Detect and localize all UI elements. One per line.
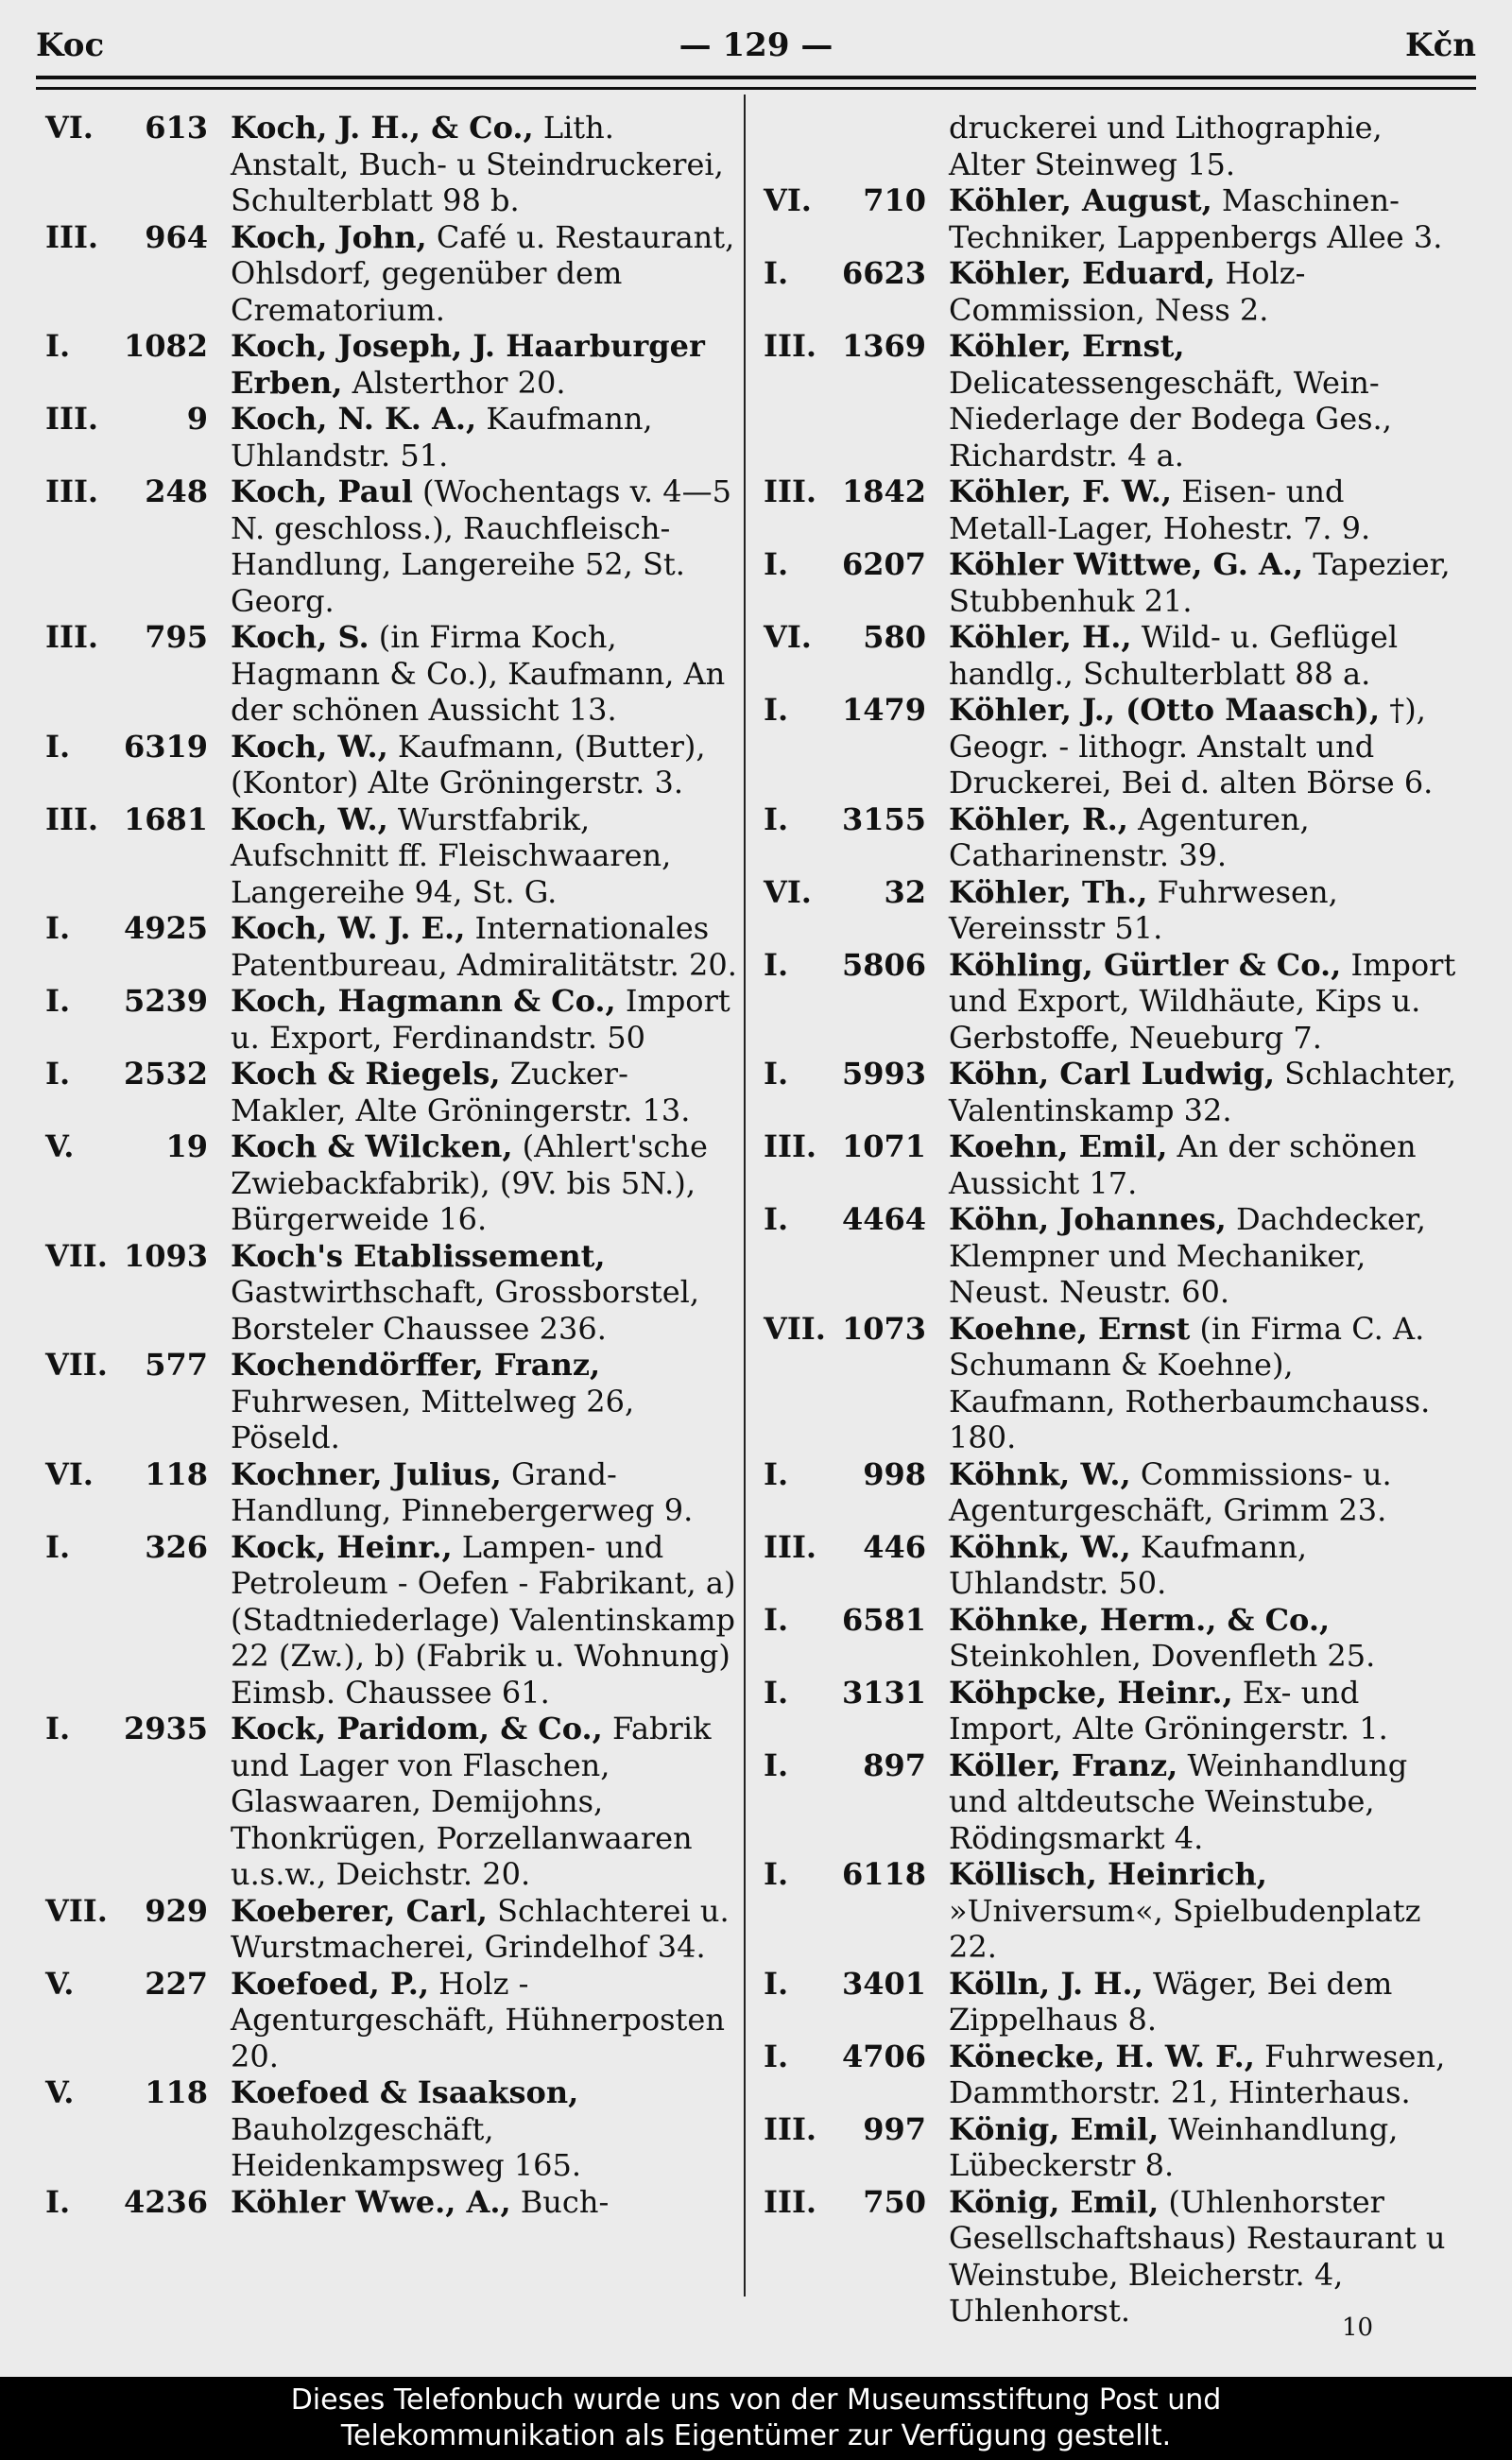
entry-text (231, 729, 739, 801)
exchange-class: I. (764, 2038, 789, 2074)
entry-text (231, 1966, 739, 2075)
subscriber-name: Köhnk, W., (949, 1528, 1131, 1565)
subscriber-details: Grand-Handlung, Pinnebergerweg 9. (231, 1455, 694, 1528)
exchange-class: III. (45, 473, 99, 509)
subscriber-name: Köhler, August, (949, 182, 1212, 218)
line-number: 577 (145, 1347, 208, 1383)
subscriber-details: Schlachterei u. Wurstmacherei, Grindelhof 34. (231, 1892, 730, 1965)
entry-text (231, 1238, 739, 1348)
line-number: 6207 (841, 546, 926, 582)
subscriber-details: †), Geogr. - lithogr. Anstalt und Druckerei, Bei d. alten Börse 6. (949, 692, 1434, 800)
subscriber-name: Köhler, Th., (949, 873, 1148, 910)
directory-entry (45, 219, 745, 329)
line-number: 3155 (841, 800, 926, 837)
exchange-class: V. (45, 1965, 75, 2002)
directory-entry (764, 2039, 1463, 2111)
entry-text (231, 1529, 739, 1712)
directory-entry (764, 1966, 1463, 2039)
exchange-class: I. (45, 910, 71, 946)
subscriber-details: Tapezier, Stubbenhuk 21. (949, 546, 1451, 619)
subscriber-name: Kock, Heinr., (231, 1528, 453, 1565)
subscriber-name: Koehne, Ernst (949, 1310, 1191, 1347)
line-number: 2935 (123, 1711, 208, 1746)
subscriber-name: Koch, J. H., & Co., (231, 110, 534, 146)
subscriber-name: Köhler Wittwe, G. A., (949, 546, 1304, 582)
directory-entry (764, 1056, 1463, 1128)
line-number: 248 (145, 473, 208, 509)
exchange-class: VI. (764, 873, 812, 910)
header-right: Kčn (1405, 26, 1476, 64)
subscriber-name: Koch & Wilcken, (231, 1128, 513, 1164)
subscriber-name: Koch's Etablissement, (231, 1237, 606, 1274)
subscriber-name: Köhnk, W., (949, 1455, 1131, 1492)
subscriber-details: Ex- und Import, Alte Gröningerstr. 1. (949, 1674, 1388, 1746)
subscriber-details: An der schönen Aussicht 17. (949, 1128, 1417, 1201)
exchange-class: V. (45, 2074, 75, 2110)
exchange-class: VI. (764, 182, 812, 218)
subscriber-name: Köhpcke, Heinr., (949, 1674, 1233, 1711)
subscriber-name: Köhler Wwe., A., (231, 2183, 511, 2220)
directory-entry (764, 1675, 1463, 1747)
exchange-class: VI. (45, 110, 94, 146)
entry-text (231, 1128, 739, 1238)
subscriber-details: Holz-Commission, Ness 2. (949, 255, 1306, 328)
subscriber-details: Fuhrwesen, Vereinsstr 51. (949, 873, 1338, 946)
exchange-class: VII. (764, 1310, 826, 1347)
line-number: 6623 (841, 255, 926, 291)
directory-entry (764, 1201, 1463, 1311)
directory-entry (45, 910, 745, 983)
entry-text (231, 2184, 739, 2221)
directory-entry (45, 1529, 745, 1712)
exchange-class: I. (45, 1056, 71, 1092)
directory-entry (45, 619, 745, 729)
entry-text (949, 1311, 1457, 1456)
subscriber-details: Agenturen, Catharinenstr. 39. (949, 800, 1310, 873)
line-number: 613 (145, 110, 208, 146)
directory-entry (45, 1711, 745, 1893)
directory-entry (45, 473, 745, 619)
line-number: 32 (884, 873, 926, 910)
line-number: 5806 (841, 946, 926, 983)
subscriber-details: Alsterthor 20. (342, 364, 566, 401)
line-number: 6581 (841, 1601, 926, 1638)
exchange-class: I. (45, 728, 71, 765)
exchange-class: VII. (45, 1237, 108, 1274)
subscriber-details: Eisen- und Metall-Lager, Hohestr. 7. 9. (949, 473, 1371, 546)
directory-entry (45, 1056, 745, 1128)
subscriber-details: Weinhandlung, Lübeckerstr 8. (949, 2110, 1399, 2183)
entry-text (231, 983, 739, 1056)
exchange-class: I. (45, 2183, 71, 2220)
header-rule (36, 76, 1476, 79)
subscriber-details: Zucker-Makler, Alte Gröningerstr. 13. (231, 1056, 691, 1128)
entry-text (231, 328, 739, 401)
entry-text (949, 1529, 1457, 1602)
page-mark: 10 (1342, 2314, 1374, 2342)
subscriber-name: Könecke, H. W. F., (949, 2038, 1255, 2074)
line-number: 1082 (123, 328, 208, 364)
directory-entry (45, 729, 745, 801)
subscriber-name: Koch, John, (231, 218, 427, 255)
subscriber-name: Kochner, Julius, (231, 1455, 502, 1492)
directory-entry (764, 1602, 1463, 1675)
exchange-class: VI. (764, 619, 812, 655)
exchange-class: I. (764, 1201, 789, 1237)
directory-entry (764, 619, 1463, 692)
directory-entry (45, 1128, 745, 1238)
line-number: 1369 (841, 328, 926, 364)
entry-text (949, 255, 1457, 328)
subscriber-name: Köllisch, Heinrich, (949, 1856, 1267, 1892)
page-header (36, 26, 1476, 83)
entry-text (231, 401, 739, 473)
line-number: 3401 (841, 1965, 926, 2002)
line-number: 1842 (841, 473, 926, 509)
line-number: 4236 (123, 2183, 208, 2220)
entry-text (949, 328, 1457, 473)
subscriber-details: (in Firma Koch, Hagmann & Co.), Kaufmann, An der schönen Aussicht 13. (231, 619, 726, 728)
subscriber-details: Gastwirthschaft, Grossborstel, Borsteler Chaussee 236. (231, 1274, 700, 1347)
exchange-class: I. (764, 1601, 789, 1638)
subscriber-name: König, Emil, (949, 2110, 1160, 2147)
subscriber-details: (Ahlert'sche Zwiebackfabrik), (9V. bis 5N.), Bürgerweide 16. (231, 1128, 708, 1237)
subscriber-details: Holz - Agenturgeschäft, Hühnerposten 20. (231, 1965, 725, 2074)
entry-text (231, 473, 739, 619)
exchange-class: VI. (45, 1455, 94, 1492)
line-number: 326 (145, 1528, 208, 1565)
subscriber-details: Weinhandlung und altdeutsche Weinstube, Rödingsmarkt 4. (949, 1746, 1408, 1856)
exchange-class: III. (45, 218, 99, 255)
entry-text (949, 1602, 1457, 1675)
exchange-class: VII. (45, 1347, 108, 1383)
line-number: 998 (863, 1455, 926, 1492)
entry-text (231, 110, 739, 219)
entry-text (949, 1456, 1457, 1529)
line-number: 4925 (123, 910, 208, 946)
exchange-class: III. (764, 1528, 817, 1565)
exchange-class: III. (45, 800, 99, 837)
line-number: 795 (145, 619, 208, 655)
subscriber-details: Dachdecker, Klempner und Mechaniker, Neust. Neustr. 60. (949, 1201, 1426, 1310)
entry-text (231, 910, 739, 983)
subscriber-name: Koch, W., (231, 800, 388, 837)
left-column (45, 110, 745, 2220)
subscriber-name: Koeberer, Carl, (231, 1892, 488, 1929)
line-number: 750 (863, 2183, 926, 2220)
entry-text (949, 692, 1457, 801)
directory-entry (45, 2184, 745, 2221)
line-number: 6118 (841, 1856, 926, 1892)
line-number: 897 (863, 1746, 926, 1783)
subscriber-details: Wäger, Bei dem Zippelhaus 8. (949, 1965, 1393, 2038)
directory-entry (45, 1238, 745, 1348)
exchange-class: III. (764, 328, 817, 364)
exchange-class: I. (764, 692, 789, 728)
subscriber-details: (Wochentags v. 4—5 N. geschloss.), Rauchfleisch-Handlung, Langereihe 52, St. Georg. (231, 473, 731, 619)
directory-entry (764, 2111, 1463, 2184)
subscriber-name: Köhler, Eduard, (949, 255, 1216, 291)
entry-text (231, 1893, 739, 1966)
line-number: 446 (863, 1528, 926, 1565)
entry-text (949, 1856, 1457, 1966)
directory-entry (764, 947, 1463, 1057)
entry-text (231, 1347, 739, 1456)
exchange-class: I. (764, 1455, 789, 1492)
line-number: 5239 (123, 983, 208, 1019)
page-number: — 129 — (679, 26, 833, 64)
directory-entry (764, 1456, 1463, 1529)
footer-line-1: Dieses Telefonbuch wurde uns von der Museumsstiftung Post und (290, 2383, 1222, 2417)
subscriber-details: (Uhlenhorster Gesellschaftshaus) Restaurant u Weinstube, Bleicherstr. 4, Uhlenhorst. (949, 2183, 1446, 2329)
subscriber-name: Köhnke, Herm., & Co., (949, 1601, 1331, 1638)
directory-entry (45, 401, 745, 473)
subscriber-details: Fuhrwesen, Mittelweg 26, Pöseld. (231, 1383, 635, 1455)
subscriber-name: Köhler, F. W., (949, 473, 1173, 509)
subscriber-name: Koch, Paul (231, 473, 413, 509)
subscriber-name: Köhler, R., (949, 800, 1128, 837)
subscriber-details: Import und Export, Wildhäute, Kips u. Gerbstoffe, Neueburg 7. (949, 946, 1456, 1056)
subscriber-name: Köhler, J., (Otto Maasch), (949, 692, 1381, 728)
entry-text (949, 2111, 1457, 2184)
entry-text (949, 801, 1457, 874)
subscriber-details: Internationales Patentbureau, Admiralitätstr. 20. (231, 910, 737, 983)
directory-entry (764, 1856, 1463, 1966)
directory-entry (45, 801, 745, 911)
directory-entry (764, 801, 1463, 874)
entry-text (231, 2074, 739, 2184)
directory-entry (764, 328, 1463, 473)
subscriber-details: Bauholzgeschäft, Heidenkampsweg 165. (231, 2110, 582, 2183)
entry-text (231, 1056, 739, 1128)
entry-text (949, 182, 1457, 255)
line-number: 4464 (841, 1201, 926, 1237)
line-number: 1071 (841, 1128, 926, 1164)
subscriber-details: Kaufmann, (Butter), (Kontor) Alte Gröningerstr. 3. (231, 728, 706, 800)
exchange-class: I. (764, 800, 789, 837)
line-number: 710 (863, 182, 926, 218)
subscriber-name: Köller, Franz, (949, 1746, 1178, 1783)
subscriber-name: Köhler, H., (949, 619, 1132, 655)
subscriber-details: Lampen- und Petroleum - Oefen - Fabrikant, a) (Stadtniederlage) Valentinskamp 22 (Zw.), b) (Fabrik u. Wohnung) Eimsb. Chaussee 61. (231, 1528, 736, 1711)
entry-text (231, 219, 739, 329)
subscriber-details: Buch- (510, 2183, 610, 2220)
subscriber-name: Köhn, Johannes, (949, 1201, 1227, 1237)
subscriber-details: Delicatessengeschäft, Wein-Niederlage der Bodega Ges., Richardstr. 4 a. (949, 364, 1392, 473)
subscriber-name: Koch, Hagmann & Co., (231, 983, 616, 1019)
subscriber-details: Maschinen-Techniker, Lappenbergs Allee 3. (949, 182, 1443, 255)
header-left: Koc (36, 26, 105, 64)
subscriber-details: Café u. Restaurant, Ohlsdorf, gegenüber dem Crematorium. (231, 218, 735, 328)
exchange-class: III. (764, 473, 817, 509)
directory-entry (764, 1311, 1463, 1456)
line-number: 4706 (841, 2038, 926, 2074)
subscriber-details: Fabrik und Lager von Flaschen, Glaswaaren, Demijohns, Thonkrügen, Porzellanwaaren u.s.w., Deichstr. 20. (231, 1711, 712, 1892)
directory-entry (764, 1128, 1463, 1201)
subscriber-name: Koch, S. (231, 619, 369, 655)
exchange-class: I. (45, 1528, 71, 1565)
line-number: 1479 (841, 692, 926, 728)
line-number: 5993 (841, 1056, 926, 1092)
exchange-class: VII. (45, 1892, 108, 1929)
subscriber-details: Kaufmann, Uhlandstr. 50. (949, 1528, 1308, 1601)
directory-entry (45, 1966, 745, 2075)
entry-text (949, 2039, 1457, 2111)
directory-entry (764, 182, 1463, 255)
subscriber-details: (in Firma C. A. Schumann & Koehne), Kaufmann, Rotherbaumchauss. 180. (949, 1310, 1431, 1455)
subscriber-details: Steinkohlen, Dovenfleth 25. (949, 1638, 1376, 1674)
directory-entry (764, 1529, 1463, 1602)
exchange-class: I. (764, 946, 789, 983)
entry-text (949, 546, 1457, 619)
exchange-class: I. (45, 328, 71, 364)
entry-text (231, 801, 739, 911)
subscriber-details: »Universum«, Spielbudenplatz 22. (949, 1892, 1421, 1965)
subscriber-details: Commissions- u. Agenturgeschäft, Grimm 23. (949, 1455, 1392, 1528)
directory-entry (45, 110, 745, 219)
line-number: 3131 (841, 1674, 926, 1711)
directory-entry (45, 1456, 745, 1529)
exchange-class: I. (764, 255, 789, 291)
entry-text (949, 1201, 1457, 1311)
directory-entry (45, 328, 745, 401)
line-number: 19 (165, 1128, 208, 1164)
entry-text (949, 1966, 1457, 2039)
line-number: 997 (863, 2110, 926, 2147)
subscriber-details: Wurstfabrik, Aufschnitt ff. Fleischwaaren, Langereihe 94, St. G. (231, 800, 672, 910)
directory-entry (764, 874, 1463, 947)
directory-entry (764, 2184, 1463, 2330)
line-number: 580 (863, 619, 926, 655)
subscriber-details: Wild- u. Geflügel handlg., Schulterblatt 88 a. (949, 619, 1399, 692)
directory-entry (45, 2074, 745, 2184)
subscriber-name: Köhler, Ernst, (949, 328, 1185, 364)
subscriber-details: Kaufmann, Uhlandstr. 51. (231, 401, 653, 473)
subscriber-name: Kock, Paridom, & Co., (231, 1711, 603, 1746)
line-number: 1093 (123, 1237, 208, 1274)
line-number: 2532 (123, 1056, 208, 1092)
subscriber-details: Lith. Anstalt, Buch- u Steindruckerei, Schulterblatt 98 b. (231, 110, 724, 218)
subscriber-name: Kölln, J. H., (949, 1965, 1143, 2002)
exchange-class: III. (764, 2110, 817, 2147)
right-column (764, 110, 1463, 2330)
directory-entry (764, 1747, 1463, 1857)
entry-text (231, 1456, 739, 1529)
footer-line-2: Telekommunikation als Eigentümer zur Verfügung gestellt. (340, 2419, 1172, 2452)
exchange-class: V. (45, 1128, 75, 1164)
entry-text (949, 1128, 1457, 1201)
line-number: 6319 (123, 728, 208, 765)
entry-text (949, 473, 1457, 546)
subscriber-details: Fuhrwesen, Dammthorstr. 21, Hinterhaus. (949, 2038, 1446, 2110)
copyright-footer (0, 2377, 1512, 2460)
subscriber-name: Koch, W., (231, 728, 388, 765)
exchange-class: I. (764, 1674, 789, 1711)
line-number: 964 (145, 218, 208, 255)
exchange-class: I. (764, 1856, 789, 1892)
entry-text (949, 1675, 1457, 1747)
subscriber-name: Koehn, Emil, (949, 1128, 1168, 1164)
subscriber-name: Koch, W. J. E., (231, 910, 466, 946)
exchange-class: I. (45, 983, 71, 1019)
subscriber-name: Köhling, Gürtler & Co., (949, 946, 1342, 983)
subscriber-name: König, Emil, (949, 2183, 1160, 2220)
exchange-class: III. (764, 2183, 817, 2220)
directory-entry (764, 255, 1463, 328)
subscriber-details: Schlachter, Valentinskamp 32. (949, 1056, 1457, 1128)
entry-text (949, 2184, 1457, 2330)
exchange-class: I. (764, 1965, 789, 2002)
entry-text (949, 1747, 1457, 1857)
line-number: 9 (186, 401, 208, 437)
subscriber-name: Koefoed, P., (231, 1965, 429, 2002)
directory-entry (764, 473, 1463, 546)
exchange-class: III. (45, 401, 99, 437)
entry-text (949, 947, 1457, 1057)
entry-text (949, 1056, 1457, 1128)
directory-entry (45, 983, 745, 1056)
line-number: 1681 (123, 800, 208, 837)
subscriber-name: Koch, N. K. A., (231, 401, 477, 437)
header-rule-double (36, 87, 1476, 90)
subscriber-name: Köhn, Carl Ludwig, (949, 1056, 1275, 1092)
subscriber-name: Koch, Joseph, J. Haarburger Erben, (231, 328, 705, 401)
entry-text (231, 1711, 739, 1893)
subscriber-name: Koch & Riegels, (231, 1056, 501, 1092)
directory-entry (764, 692, 1463, 801)
directory-entry (45, 1893, 745, 1966)
subscriber-name: Kochendörffer, Franz, (231, 1347, 601, 1383)
entry-text (231, 619, 739, 729)
exchange-class: I. (764, 546, 789, 582)
entry-text (949, 874, 1457, 947)
directory-entry (45, 1347, 745, 1456)
exchange-class: III. (45, 619, 99, 655)
directory-entry (764, 546, 1463, 619)
exchange-class: I. (764, 1746, 789, 1783)
subscriber-details: Import u. Export, Ferdinandstr. 50 (231, 983, 730, 1056)
subscriber-name: Koefoed & Isaakson, (231, 2074, 579, 2110)
exchange-class: I. (764, 1056, 789, 1092)
exchange-class: III. (764, 1128, 817, 1164)
entry-text (949, 619, 1457, 692)
continued-entry-text: druckerei und Lithographie, Alter Steinweg 15. (949, 110, 1383, 182)
line-number: 118 (145, 2074, 208, 2110)
line-number: 227 (145, 1965, 208, 2002)
line-number: 118 (145, 1455, 208, 1492)
line-number: 1073 (841, 1310, 926, 1347)
line-number: 929 (145, 1892, 208, 1929)
exchange-class: I. (45, 1711, 71, 1746)
